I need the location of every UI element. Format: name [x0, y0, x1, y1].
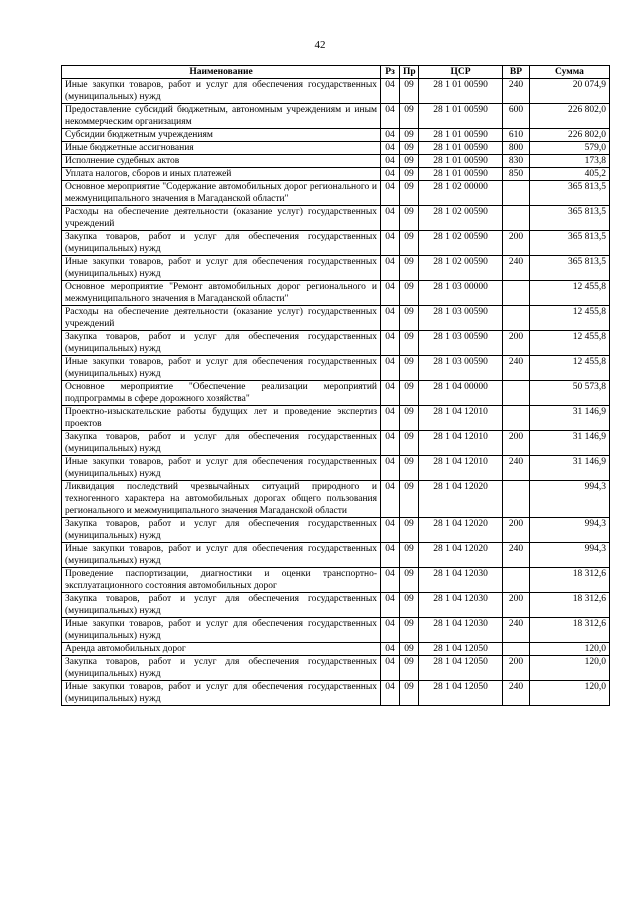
cell-vr: 200 [503, 593, 530, 618]
table-row [62, 656, 610, 681]
table-row [62, 79, 610, 104]
cell-sum: 120,0 [530, 656, 610, 681]
cell-sum: 18 312,6 [530, 618, 610, 643]
cell-vr: 200 [503, 331, 530, 356]
table-row [62, 181, 610, 206]
cell-name: Основное мероприятие "Обеспечение реализации мероприятий подпрограммы в сфере дорожного хозяйства" [62, 381, 381, 406]
cell-rz: 04 [381, 618, 400, 643]
header-name: Наименование [62, 66, 381, 79]
table-row [62, 155, 610, 168]
table-row [62, 231, 610, 256]
cell-csr: 28 1 04 12030 [419, 618, 503, 643]
cell-name: Закупка товаров, работ и услуг для обеспечения государственных (муниципальных) нужд [62, 331, 381, 356]
cell-pr: 09 [400, 231, 419, 256]
cell-pr: 09 [400, 155, 419, 168]
table-row [62, 281, 610, 306]
cell-pr: 09 [400, 593, 419, 618]
cell-sum: 120,0 [530, 681, 610, 706]
budget-table [61, 65, 610, 706]
cell-pr: 09 [400, 256, 419, 281]
cell-name: Предоставление субсидий бюджетным, автономным учреждениям и иным некоммерческим организациям [62, 104, 381, 129]
cell-rz: 04 [381, 79, 400, 104]
cell-sum: 365 813,5 [530, 256, 610, 281]
cell-rz: 04 [381, 681, 400, 706]
cell-pr: 09 [400, 643, 419, 656]
cell-vr: 240 [503, 256, 530, 281]
cell-sum: 12 455,8 [530, 356, 610, 381]
cell-pr: 09 [400, 104, 419, 129]
cell-vr [503, 406, 530, 431]
cell-sum: 18 312,6 [530, 593, 610, 618]
cell-pr: 09 [400, 406, 419, 431]
table-header-row [62, 66, 610, 79]
cell-rz: 04 [381, 281, 400, 306]
cell-csr: 28 1 03 00590 [419, 331, 503, 356]
table-row [62, 643, 610, 656]
table-row [62, 381, 610, 406]
cell-sum: 12 455,8 [530, 306, 610, 331]
cell-pr: 09 [400, 168, 419, 181]
cell-rz: 04 [381, 456, 400, 481]
cell-name: Расходы на обеспечение деятельности (оказание услуг) государственных учреждений [62, 206, 381, 231]
cell-pr: 09 [400, 331, 419, 356]
cell-csr: 28 1 04 12020 [419, 543, 503, 568]
cell-sum: 226 802,0 [530, 104, 610, 129]
cell-rz: 04 [381, 206, 400, 231]
cell-vr: 850 [503, 168, 530, 181]
cell-csr: 28 1 04 12020 [419, 518, 503, 543]
cell-csr: 28 1 03 00000 [419, 281, 503, 306]
cell-rz: 04 [381, 181, 400, 206]
cell-name: Исполнение судебных актов [62, 155, 381, 168]
cell-csr: 28 1 02 00590 [419, 256, 503, 281]
cell-rz: 04 [381, 306, 400, 331]
header-sum: Сумма [530, 66, 610, 79]
cell-rz: 04 [381, 331, 400, 356]
cell-pr: 09 [400, 481, 419, 518]
cell-sum: 12 455,8 [530, 281, 610, 306]
cell-vr: 800 [503, 142, 530, 155]
cell-pr: 09 [400, 518, 419, 543]
cell-csr: 28 1 03 00590 [419, 306, 503, 331]
cell-name: Основное мероприятие "Содержание автомобильных дорог регионального и межмуниципального значения в Магаданской области" [62, 181, 381, 206]
cell-sum: 226 802,0 [530, 129, 610, 142]
cell-vr: 600 [503, 104, 530, 129]
cell-csr: 28 1 04 12010 [419, 431, 503, 456]
cell-csr: 28 1 04 12010 [419, 456, 503, 481]
cell-csr: 28 1 01 00590 [419, 129, 503, 142]
cell-sum: 365 813,5 [530, 231, 610, 256]
cell-vr: 240 [503, 543, 530, 568]
cell-csr: 28 1 02 00590 [419, 231, 503, 256]
cell-vr: 240 [503, 456, 530, 481]
cell-name: Аренда автомобильных дорог [62, 643, 381, 656]
cell-name: Закупка товаров, работ и услуг для обеспечения государственных (муниципальных) нужд [62, 431, 381, 456]
table-row [62, 543, 610, 568]
table-row [62, 568, 610, 593]
table-body [62, 79, 610, 706]
cell-rz: 04 [381, 256, 400, 281]
cell-csr: 28 1 04 12050 [419, 643, 503, 656]
table-row [62, 206, 610, 231]
cell-sum: 994,3 [530, 543, 610, 568]
header-rz: Рз [381, 66, 400, 79]
header-pr: Пр [400, 66, 419, 79]
cell-vr: 200 [503, 656, 530, 681]
cell-vr: 830 [503, 155, 530, 168]
cell-sum: 31 146,9 [530, 456, 610, 481]
table-row [62, 406, 610, 431]
cell-vr [503, 643, 530, 656]
cell-rz: 04 [381, 518, 400, 543]
cell-vr [503, 568, 530, 593]
cell-vr: 200 [503, 231, 530, 256]
cell-csr: 28 1 01 00590 [419, 104, 503, 129]
cell-name: Закупка товаров, работ и услуг для обеспечения государственных (муниципальных) нужд [62, 231, 381, 256]
cell-name: Иные закупки товаров, работ и услуг для обеспечения государственных (муниципальных) нужд [62, 356, 381, 381]
cell-name: Ликвидация последствий чрезвычайных ситуаций природного и техногенного характера на автомобильных дорогах общего пользования регионального и межмуниципального значения Магаданской области [62, 481, 381, 518]
cell-pr: 09 [400, 306, 419, 331]
cell-name: Проведение паспортизации, диагностики и оценки транспортно-эксплуатационного состояния автомобильных дорог [62, 568, 381, 593]
table-row [62, 618, 610, 643]
cell-rz: 04 [381, 129, 400, 142]
header-csr: ЦСР [419, 66, 503, 79]
table-row [62, 481, 610, 518]
cell-name: Основное мероприятие "Ремонт автомобильных дорог регионального и межмуниципального значения в Магаданской области" [62, 281, 381, 306]
cell-sum: 50 573,8 [530, 381, 610, 406]
table-row [62, 518, 610, 543]
table-row [62, 593, 610, 618]
table-row [62, 142, 610, 155]
cell-vr [503, 481, 530, 518]
cell-vr: 200 [503, 431, 530, 456]
cell-pr: 09 [400, 142, 419, 155]
cell-name: Иные закупки товаров, работ и услуг для обеспечения государственных (муниципальных) нужд [62, 618, 381, 643]
cell-vr: 610 [503, 129, 530, 142]
cell-name: Иные закупки товаров, работ и услуг для обеспечения государственных (муниципальных) нужд [62, 681, 381, 706]
table-row [62, 104, 610, 129]
cell-pr: 09 [400, 206, 419, 231]
cell-pr: 09 [400, 129, 419, 142]
cell-pr: 09 [400, 656, 419, 681]
cell-rz: 04 [381, 381, 400, 406]
cell-csr: 28 1 01 00590 [419, 79, 503, 104]
cell-pr: 09 [400, 568, 419, 593]
cell-sum: 20 074,9 [530, 79, 610, 104]
cell-name: Расходы на обеспечение деятельности (оказание услуг) государственных учреждений [62, 306, 381, 331]
cell-sum: 31 146,9 [530, 406, 610, 431]
cell-rz: 04 [381, 406, 400, 431]
cell-pr: 09 [400, 79, 419, 104]
cell-rz: 04 [381, 593, 400, 618]
cell-rz: 04 [381, 481, 400, 518]
cell-sum: 120,0 [530, 643, 610, 656]
cell-pr: 09 [400, 618, 419, 643]
cell-rz: 04 [381, 142, 400, 155]
cell-sum: 173,8 [530, 155, 610, 168]
cell-sum: 365 813,5 [530, 181, 610, 206]
cell-vr: 240 [503, 356, 530, 381]
cell-pr: 09 [400, 543, 419, 568]
cell-csr: 28 1 04 12020 [419, 481, 503, 518]
cell-sum: 994,3 [530, 518, 610, 543]
table-row [62, 306, 610, 331]
cell-rz: 04 [381, 231, 400, 256]
cell-sum: 18 312,6 [530, 568, 610, 593]
cell-pr: 09 [400, 456, 419, 481]
cell-pr: 09 [400, 381, 419, 406]
cell-csr: 28 1 04 12050 [419, 656, 503, 681]
cell-csr: 28 1 03 00590 [419, 356, 503, 381]
cell-name: Иные закупки товаров, работ и услуг для обеспечения государственных (муниципальных) нужд [62, 543, 381, 568]
cell-sum: 12 455,8 [530, 331, 610, 356]
cell-name: Иные бюджетные ассигнования [62, 142, 381, 155]
cell-rz: 04 [381, 431, 400, 456]
table-row [62, 456, 610, 481]
cell-vr: 240 [503, 681, 530, 706]
cell-rz: 04 [381, 104, 400, 129]
cell-name: Закупка товаров, работ и услуг для обеспечения государственных (муниципальных) нужд [62, 656, 381, 681]
header-vr: ВР [503, 66, 530, 79]
table-row [62, 331, 610, 356]
cell-sum: 994,3 [530, 481, 610, 518]
cell-csr: 28 1 04 00000 [419, 381, 503, 406]
cell-vr [503, 306, 530, 331]
cell-sum: 405,2 [530, 168, 610, 181]
table-row [62, 129, 610, 142]
cell-name: Проектно-изыскательские работы будущих лет и проведение экспертиз проектов [62, 406, 381, 431]
cell-csr: 28 1 04 12050 [419, 681, 503, 706]
cell-rz: 04 [381, 656, 400, 681]
cell-pr: 09 [400, 181, 419, 206]
cell-name: Субсидии бюджетным учреждениям [62, 129, 381, 142]
cell-rz: 04 [381, 356, 400, 381]
table-row [62, 356, 610, 381]
cell-sum: 579,0 [530, 142, 610, 155]
cell-name: Закупка товаров, работ и услуг для обеспечения государственных (муниципальных) нужд [62, 518, 381, 543]
cell-pr: 09 [400, 681, 419, 706]
cell-vr [503, 206, 530, 231]
cell-vr: 240 [503, 79, 530, 104]
page-number: 42 [314, 39, 326, 51]
cell-vr [503, 281, 530, 306]
cell-csr: 28 1 04 12030 [419, 568, 503, 593]
cell-name: Иные закупки товаров, работ и услуг для обеспечения государственных (муниципальных) нужд [62, 456, 381, 481]
table-row [62, 256, 610, 281]
cell-rz: 04 [381, 643, 400, 656]
table-row [62, 431, 610, 456]
cell-csr: 28 1 04 12030 [419, 593, 503, 618]
cell-name: Уплата налогов, сборов и иных платежей [62, 168, 381, 181]
cell-rz: 04 [381, 168, 400, 181]
cell-pr: 09 [400, 356, 419, 381]
cell-csr: 28 1 02 00590 [419, 206, 503, 231]
cell-name: Иные закупки товаров, работ и услуг для обеспечения государственных (муниципальных) нужд [62, 79, 381, 104]
cell-sum: 31 146,9 [530, 431, 610, 456]
cell-rz: 04 [381, 155, 400, 168]
cell-rz: 04 [381, 568, 400, 593]
cell-csr: 28 1 01 00590 [419, 155, 503, 168]
cell-vr [503, 381, 530, 406]
cell-vr: 200 [503, 518, 530, 543]
cell-csr: 28 1 01 00590 [419, 142, 503, 155]
cell-csr: 28 1 02 00000 [419, 181, 503, 206]
table-row [62, 681, 610, 706]
cell-csr: 28 1 04 12010 [419, 406, 503, 431]
cell-pr: 09 [400, 431, 419, 456]
cell-pr: 09 [400, 281, 419, 306]
cell-name: Иные закупки товаров, работ и услуг для обеспечения государственных (муниципальных) нужд [62, 256, 381, 281]
cell-name: Закупка товаров, работ и услуг для обеспечения государственных (муниципальных) нужд [62, 593, 381, 618]
cell-vr: 240 [503, 618, 530, 643]
cell-csr: 28 1 01 00590 [419, 168, 503, 181]
cell-rz: 04 [381, 543, 400, 568]
table-row [62, 168, 610, 181]
cell-sum: 365 813,5 [530, 206, 610, 231]
cell-vr [503, 181, 530, 206]
